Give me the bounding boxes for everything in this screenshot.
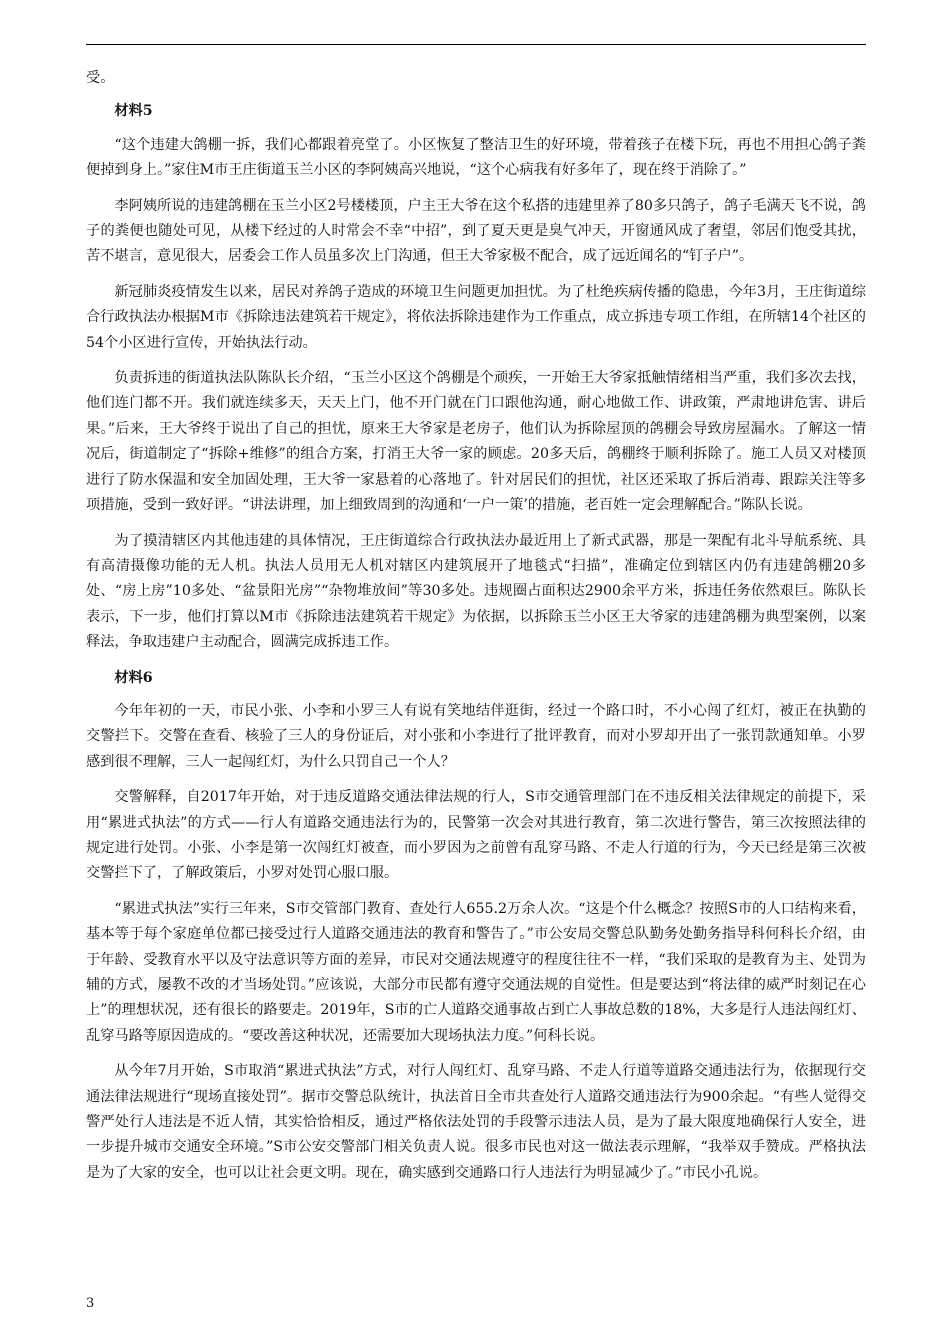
paragraph: 今年年初的一天，市民小张、小李和小罗三人有说有笑地结伴逛街，经过一个路口时，不小心闯了红灯，被正在执勤的交警拦下。交警在查看、核验了三人的身份证后，对小张和小李进行了批评教育，而对小罗却开出了一张罚款通知单。小罗感到很不理解，三人一起闯红灯，为什么只罚自己一个人？ [86,702,866,770]
paragraph: 从今年7月开始，S市取消“累进式执法”方式，对行人闯红灯、乱穿马路、不走人行道等道路交通违法行为，依据现行交通法律法规进行“现场直接处罚”。据市交警总队统计，执法首日全市共查处行人道路交通违法行为900余起。“有些人觉得交警严处行人违法是不近人情，其实恰恰相反，通过严格依法处罚的手段警示违法人员，是为了最大限度地确保行人安全，进一步提升城市交通安全环境。”S市公安交警部门相关负责人说。很多市民也对这一做法表示理解，“我举双手赞成。严格执法是为了大家的安全，也可以让社会更文明。现在，确实感到交通路口行人违法行为明显减少了。”市民小孔说。 [86,1063,866,1181]
material-heading: 材料5 [114,103,153,120]
paragraph: 交警解释，自2017年开始，对于违反道路交通法律法规的行人，S市交通管理部门在不违反相关法律规定的前提下，采用“累进式执法”的方式——行人有道路交通违法行为的，民警第一次会对其进行教育，第二次进行警告，第三次按照法律的规定进行处罚。小张、小李是第一次闯红灯被查，而小罗因为之前曾有乱穿马路、不走人行道的行为，今天已经是第三次被交警拦下了，了解政策后，小罗对处罚心服口服。 [86,789,866,882]
document-body [86,66,866,1196]
paragraph: 为了摸清辖区内其他违建的具体情况，王庄街道综合行政执法办最近用上了新式武器，那是一架配有北斗导航系统、具有高清摄像功能的无人机。执法人员用无人机对辖区内建筑展开了地毯式“扫描”，准确定位到辖区内仍有违建鸽棚20多处、“房上房”10多处、“盆景阳光房”“杂物堆放间”等30多处。违规圈占面积达2900余平方米，拆违任务依然艰巨。陈队长表示，下一步，他们打算以M市《拆除违法建筑若干规定》为依据，以拆除玉兰小区王大爷家的违建鸽棚为典型案例，以案释法，争取违建户主动配合，圆满完成拆违工作。 [86,532,866,651]
page-number: 3 [86,1296,95,1311]
material-5 [86,99,866,655]
paragraph: 负责拆违的街道执法队陈队长介绍，“玉兰小区这个鸽棚是个顽疾，一开始王大爷家抵触情绪相当严重，我们多次去找，他们连门都不开。我们就连续多天，天天上门，他不开门就在门口跟他沟通，耐心地做工作、讲政策，严肃地讲危害、讲后果。”后来，王大爷终于说出了自己的担忧，原来王大爷家是老房子，他们认为拆除屋顶的鸽棚会导致房屋漏水。了解这一情况后，街道制定了“拆除+维修”的组合方案，打消王大爷一家的顾虑。20多天后，鸽棚终于顺利拆除了。施工人员又对楼顶进行了防水保温和安全加固处理，王大爷一家悬着的心落地了。针对居民们的担忧，社区还采取了拆后消毒、跟踪关注等多项措施，受到一致好评。“讲法讲理，加上细致周到的沟通和‘一户一策’的措施，老百姓一定会理解配合。”陈队长说。 [86,370,866,514]
paragraph: 李阿姨所说的违建鸽棚在玉兰小区2号楼楼顶，户主王大爷在这个私搭的违建里养了80多只鸽子，鸽子毛满天飞不说，鸽子的粪便也随处可见，从楼下经过的人时常会不幸“中招”，到了夏天更是臭气冲天，开窗通风成了奢望，邻居们饱受其扰，苦不堪言，意见很大，居委会工作人员虽多次上门沟通，但王大爷家极不配合，成了远近闻名的“钉子户”。 [86,197,866,265]
paragraph: “这个违建大鸽棚一拆，我们心都跟着亮堂了。小区恢复了整洁卫生的好环境，带着孩子在楼下玩，再也不用担心鸽子粪便掉到身上。”家住M市王庄街道玉兰小区的李阿姨高兴地说，“这个心病我有好多年了，现在终于消除了。” [86,136,866,179]
paragraph: 新冠肺炎疫情发生以来，居民对养鸽子造成的环境卫生问题更加担忧。为了杜绝疾病传播的隐患，今年3月，王庄街道综合行政执法办根据M市《拆除违法建筑若干规定》，将依法拆除违建作为工作重点，成立拆违专项工作组，在所辖14个社区的54个小区进行宣传，开始执法行动。 [86,283,866,351]
material-6 [86,666,866,1187]
continuation-text: 受。 [86,70,115,86]
header-rule [86,44,866,45]
paragraph: “累进式执法”实行三年来，S市交管部门教育、查处行人655.2万余人次。“这是个什么概念？按照S市的人口结构来看，基本等于每个家庭单位都已接受过行人道路交通违法的教育和警告了。”市公安局交警总队勤务处勤务指导科何科长介绍，由于年龄、受教育水平以及守法意识等方面的差异，市民对交通法规遵守的程度往往不一样，“我们采取的是教育为主、处罚为辅的方式，屡教不改的才当场处罚。”应该说，大部分市民都有遵守交通法规的自觉性。但是要达到“将法律的威严时刻记在心上”的理想状况，还有很长的路要走。2019年，S市的亡人道路交通事故占到亡人事故总数的18%，大多是行人违法闯红灯、乱穿马路等原因造成的。“要改善这种状况，还需要加大现场执法力度。”何科长说。 [86,900,866,1044]
material-heading: 材料6 [114,669,153,686]
